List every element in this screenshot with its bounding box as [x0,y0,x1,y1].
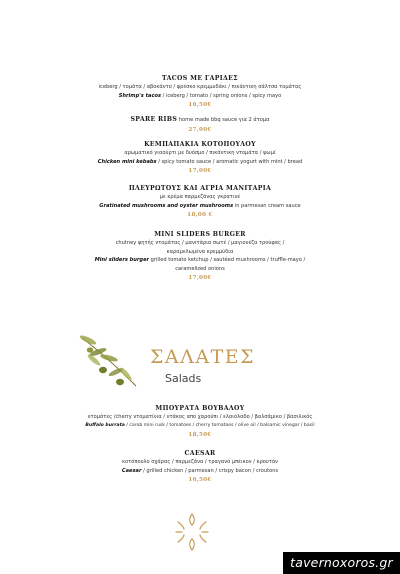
dish-desc-en [0,467,400,476]
dish-en-name: Mini sliders burger [94,257,150,264]
section-title: ΣΑΛΑΤΕΣ [150,346,256,368]
dish-price: 17,00€ [188,168,212,175]
dish-desc-en [0,422,400,431]
dish-desc-en [0,256,400,265]
dish-desc-gr: iceberg / τομάτα / αβοκάντο / φρέσκο κρεμμυδάκι / πικάντικη σάλτσα τομάτας [98,84,302,90]
dish-en-name: Caesar [121,467,142,474]
dish-price: 16,50€ [188,477,212,484]
dish-en-rest: / grilled chicken / parmesan / crispy bacon / croutons [141,467,279,474]
dish-desc-en [0,202,400,211]
dish-en-name: Buffalo burrata [85,422,125,428]
dish-buffalo-burrata [0,404,400,440]
dish-tacos [0,74,400,110]
dish-en-name: Gratinated mushrooms and oyster mushrooms [99,202,234,209]
dish-title: ΜΠΟΥΡΑΤΑ ΒΟΥΒΑΛΟΥ [155,405,245,412]
dish-en-name: Shrimp's tacos [118,92,161,99]
dish-en-name: Chicken mini kebabs [97,158,157,165]
dish-desc-gr: ντομάτες /cherry ντοματίνια / ντάκος απο χαρούπι / ελαιόλαδο / βαλσάμικο / βασιλικός [87,414,313,420]
dish-desc-gr: με κρέμα παρμεζάνας γκρατινέ [159,194,241,200]
dish-desc-en [0,92,400,101]
dish-en-rest: / iceberg / tomato / spring onions / spicy mayo [161,92,282,99]
dish-spare-ribs [0,115,400,135]
dish-title-line [0,115,400,125]
watermark: tavernoxoros.gr [283,552,400,574]
dish-title: ΚΕΜΠΑΠΑΚΙΑ ΚΟΤΟΠΟΥΛΟΥ [144,141,256,148]
dish-title: ΠΛΕΥΡΩΤΟΥΣ ΚΑΙ ΑΓΡΙΑ ΜΑΝΙΤΑΡΙΑ [128,185,272,192]
dish-price: 17,00€ [188,275,212,282]
dish-desc-gr: κοτόπουλο σχάρας / παρμεζάνα / τραγανό μπέικον / κρουτόν [122,459,278,465]
dish-mushrooms [0,184,400,220]
ornament-icon [172,511,212,553]
dish-en-rest: grilled tomato ketchup / sautéed mushrooms / truffle-mayo / [149,257,306,264]
dish-title: TACOS ΜΕ ΓΑΡΙΔΕΣ [162,75,238,82]
dish-desc-gr: αρωματικό γιαούρτι με δυόσμο / πικάντικη ντομάτα / ψωμί [124,150,276,156]
dish-desc-en: caramelized onions [175,265,225,272]
dish-en-rest: / carob mini rusk / tomatoes / cherry tomatoes / olive oil / balsamic vinegar / basil [124,422,315,428]
dish-title: CAESAR [184,450,216,457]
dish-price: 27,00€ [188,126,212,133]
dish-en-rest: in parmesan cream sauce [233,202,301,209]
dish-caesar [0,449,400,485]
olive-branch-icon [76,330,146,392]
dish-en-rest: / spicy tomato sauce / aromatic yogurt with mint / bread [156,158,303,165]
dish-price: 16,50€ [188,102,212,109]
dish-title-rest: home made bbq sauce για 2 άτομα [177,117,270,123]
dish-price: 18,50€ [188,432,212,439]
section-subtitle: Salads [165,372,202,385]
dish-title: SPARE RIBS [130,116,178,123]
dish-desc-en [0,158,400,167]
dish-desc-gr: καραμελωμένα κρεμμύδια [166,248,234,255]
dish-title: MINI SLIDERS BURGER [154,231,246,238]
dish-chicken-kebabs [0,140,400,176]
dish-mini-sliders [0,230,400,283]
dish-price: 18,00 € [187,212,213,219]
dish-desc-gr: chutney ψητής ντομάτας / μανιτάρια σωτέ / μαγιονέζα τρούφας / [115,240,285,246]
